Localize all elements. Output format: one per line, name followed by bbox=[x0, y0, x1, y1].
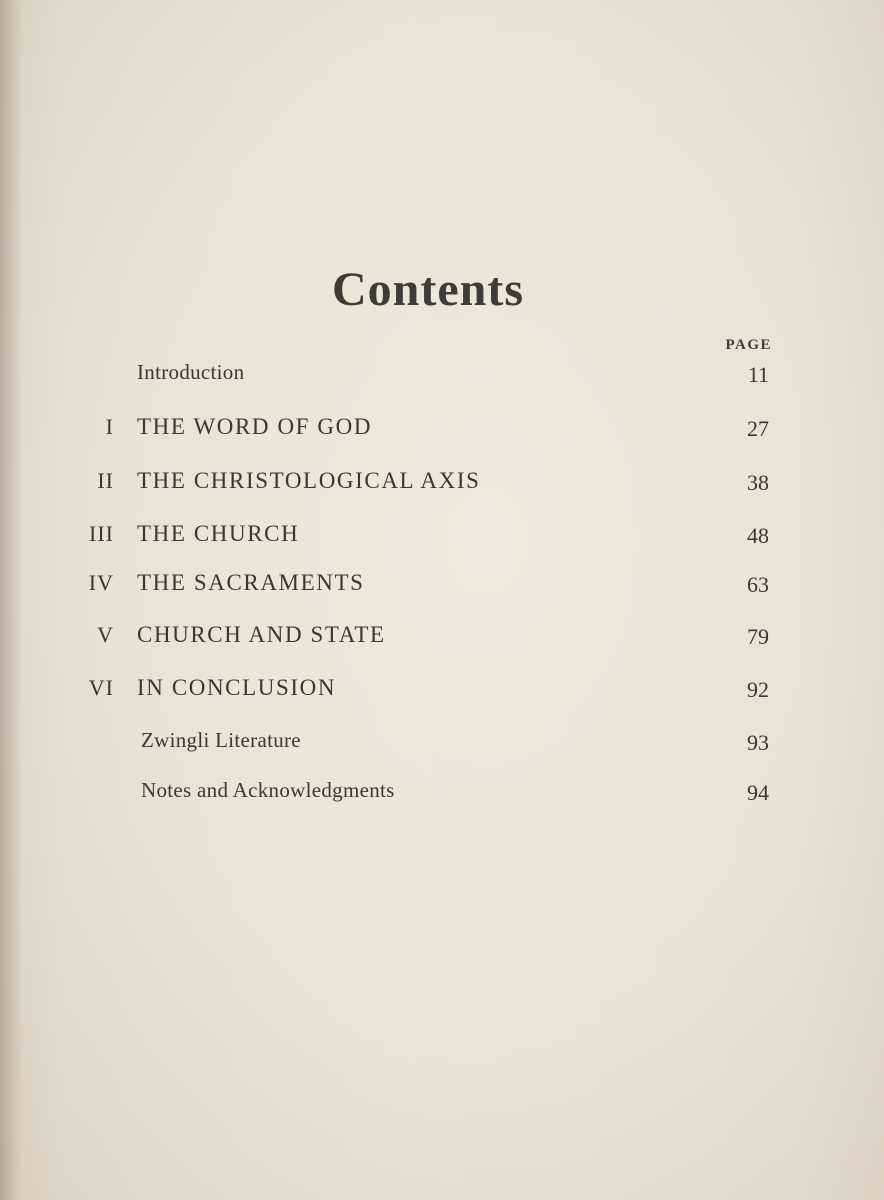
toc-entry-page: 94 bbox=[747, 780, 769, 805]
toc-entry-page: 79 bbox=[747, 624, 769, 649]
toc-entry-number: I bbox=[105, 414, 114, 439]
toc-entry-label: IN CONCLUSION bbox=[137, 675, 337, 700]
toc-entry-page: 11 bbox=[747, 362, 769, 387]
toc-entry-page: 93 bbox=[747, 730, 769, 755]
toc-entry-number: VI bbox=[88, 675, 114, 700]
toc-entry-chapter-5 bbox=[0, 622, 884, 658]
contents-title: Contents bbox=[331, 263, 524, 316]
toc-entry-label: THE CHURCH bbox=[137, 521, 300, 546]
toc-entry-label: CHURCH AND STATE bbox=[137, 622, 386, 647]
toc-entry-chapter-2 bbox=[0, 468, 884, 504]
toc-entry-label: THE SACRAMENTS bbox=[137, 570, 365, 595]
toc-entry-label: THE WORD OF GOD bbox=[137, 414, 373, 439]
toc-entry-chapter-1 bbox=[0, 414, 884, 450]
toc-entry-introduction bbox=[0, 360, 884, 396]
toc-entry-label: THE CHRISTOLOGICAL AXIS bbox=[137, 468, 481, 493]
toc-entry-chapter-6 bbox=[0, 675, 884, 711]
toc-entry-page: 92 bbox=[747, 677, 769, 702]
toc-entry-label: Introduction bbox=[137, 360, 245, 384]
toc-entry-notes bbox=[0, 778, 884, 814]
toc-entry-page: 63 bbox=[747, 572, 769, 597]
toc-entry-page: 27 bbox=[747, 416, 769, 441]
toc-entry-number: II bbox=[97, 468, 114, 493]
toc-entry-number: IV bbox=[88, 570, 114, 595]
toc-entry-page: 48 bbox=[747, 523, 769, 548]
toc-entry-label: Notes and Acknowledgments bbox=[141, 778, 395, 802]
toc-entry-number: V bbox=[97, 622, 114, 647]
toc-entry-zwingli-literature bbox=[0, 728, 884, 764]
toc-entry-page: 38 bbox=[747, 470, 769, 495]
page-column-label: PAGE bbox=[725, 337, 772, 353]
toc-entry-chapter-3 bbox=[0, 521, 884, 557]
toc-entry-number: III bbox=[89, 521, 114, 546]
toc-entry-chapter-4 bbox=[0, 570, 884, 606]
toc-entry-label: Zwingli Literature bbox=[141, 728, 301, 752]
